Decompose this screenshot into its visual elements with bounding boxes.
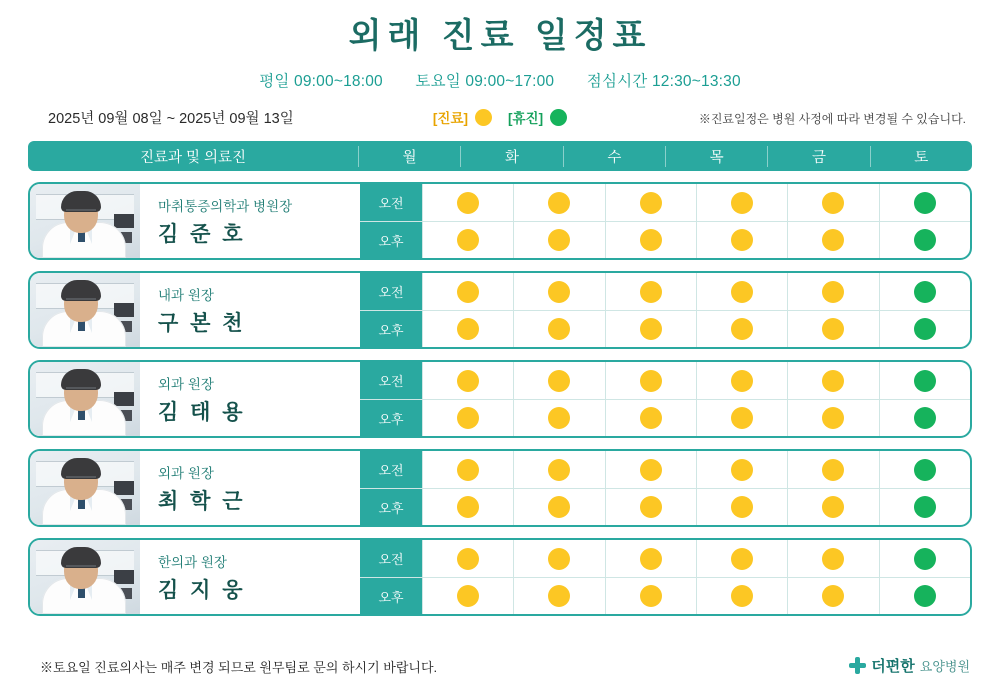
legend-closed-dot-icon bbox=[550, 109, 567, 126]
open-dot-icon bbox=[822, 585, 844, 607]
open-dot-icon bbox=[457, 459, 479, 481]
schedule-cell bbox=[787, 577, 878, 614]
legend-open-label: [진료] bbox=[432, 111, 468, 127]
doctor-photo bbox=[30, 540, 140, 614]
doctor-slot-rows bbox=[360, 362, 970, 436]
open-dot-icon bbox=[640, 407, 662, 429]
open-dot-icon bbox=[731, 229, 753, 251]
schedule-cell bbox=[696, 362, 787, 399]
schedule-cell bbox=[787, 362, 878, 399]
glasses-icon bbox=[66, 209, 96, 217]
glasses-icon bbox=[66, 476, 96, 484]
slot-row-am bbox=[360, 451, 970, 488]
saturday-hours: 토요일 09:00~17:00 bbox=[415, 73, 555, 91]
slot-label-pm: 오후 bbox=[360, 221, 422, 258]
doctor-name: 구 본 천 bbox=[158, 311, 246, 335]
header-day-4: 금 bbox=[767, 146, 869, 167]
doctor-photo bbox=[30, 451, 140, 525]
open-dot-icon bbox=[548, 192, 570, 214]
weekday-hours: 평일 09:00~18:00 bbox=[259, 73, 383, 91]
closed-dot-icon bbox=[914, 229, 936, 251]
logo-main-text: 더편한 bbox=[871, 658, 915, 675]
open-dot-icon bbox=[731, 585, 753, 607]
slot-label-pm: 오후 bbox=[360, 399, 422, 436]
doctor-card bbox=[28, 271, 972, 349]
open-dot-icon bbox=[731, 192, 753, 214]
schedule-cell bbox=[513, 362, 604, 399]
legend-open bbox=[433, 107, 492, 127]
open-dot-icon bbox=[548, 229, 570, 251]
doctor-photo bbox=[30, 184, 140, 258]
slot-label-am: 오전 bbox=[360, 540, 422, 577]
schedule-cell bbox=[422, 399, 513, 436]
open-dot-icon bbox=[548, 548, 570, 570]
photo-background-box bbox=[114, 570, 134, 584]
schedule-cell bbox=[879, 362, 970, 399]
schedule-cell bbox=[513, 273, 604, 310]
doctor-slot-rows bbox=[360, 184, 970, 258]
open-dot-icon bbox=[822, 370, 844, 392]
open-dot-icon bbox=[822, 548, 844, 570]
schedule-cell bbox=[879, 399, 970, 436]
footer-note: ※토요일 진료의사는 매주 변경 되므로 원무팀로 문의 하시기 바랍니다. bbox=[40, 660, 438, 675]
schedule-cell bbox=[513, 310, 604, 347]
hospital-logo bbox=[849, 655, 970, 676]
header-day-5: 토 bbox=[870, 146, 972, 167]
doctor-name: 최 학 근 bbox=[158, 489, 246, 513]
schedule-cell bbox=[787, 184, 878, 221]
header-day-2: 수 bbox=[563, 146, 665, 167]
schedule-cell bbox=[513, 540, 604, 577]
open-dot-icon bbox=[731, 370, 753, 392]
schedule-cell bbox=[605, 488, 696, 525]
open-dot-icon bbox=[640, 496, 662, 518]
open-dot-icon bbox=[548, 281, 570, 303]
schedule-cell bbox=[513, 451, 604, 488]
open-dot-icon bbox=[548, 585, 570, 607]
schedule-cell bbox=[879, 310, 970, 347]
doctor-card-list bbox=[28, 182, 972, 616]
slot-row-am bbox=[360, 184, 970, 221]
schedule-cell bbox=[696, 577, 787, 614]
slot-row-am bbox=[360, 540, 970, 577]
schedule-cell bbox=[696, 540, 787, 577]
schedule-cell bbox=[605, 273, 696, 310]
subheader-bar bbox=[0, 107, 1000, 133]
closed-dot-icon bbox=[914, 370, 936, 392]
open-dot-icon bbox=[822, 496, 844, 518]
schedule-cell bbox=[879, 221, 970, 258]
closed-dot-icon bbox=[914, 548, 936, 570]
doctor-department: 한의과 원장 bbox=[158, 554, 227, 570]
slot-row-pm bbox=[360, 221, 970, 258]
glasses-icon bbox=[66, 387, 96, 395]
photo-background-box bbox=[114, 303, 134, 317]
open-dot-icon bbox=[731, 318, 753, 340]
open-dot-icon bbox=[640, 459, 662, 481]
doctor-info bbox=[140, 451, 360, 525]
open-dot-icon bbox=[457, 407, 479, 429]
photo-background-box bbox=[114, 214, 134, 228]
schedule-cell bbox=[787, 221, 878, 258]
slot-label-am: 오전 bbox=[360, 184, 422, 221]
closed-dot-icon bbox=[914, 407, 936, 429]
doctor-slot-rows bbox=[360, 540, 970, 614]
table-header-row bbox=[28, 141, 972, 171]
doctor-slot-rows bbox=[360, 451, 970, 525]
schedule-cell bbox=[513, 221, 604, 258]
open-dot-icon bbox=[548, 318, 570, 340]
photo-background-box bbox=[114, 481, 134, 495]
open-dot-icon bbox=[822, 318, 844, 340]
schedule-cell bbox=[605, 221, 696, 258]
schedule-cell bbox=[879, 577, 970, 614]
schedule-cell bbox=[879, 540, 970, 577]
schedule-cell bbox=[787, 451, 878, 488]
schedule-cell bbox=[605, 451, 696, 488]
schedule-cell bbox=[696, 184, 787, 221]
slot-row-am bbox=[360, 362, 970, 399]
doctor-name: 김 태 용 bbox=[158, 400, 246, 424]
photo-background-box bbox=[114, 392, 134, 406]
operating-hours bbox=[0, 69, 1000, 91]
doctor-info bbox=[140, 273, 360, 347]
open-dot-icon bbox=[457, 548, 479, 570]
open-dot-icon bbox=[548, 370, 570, 392]
schedule-cell bbox=[422, 273, 513, 310]
open-dot-icon bbox=[548, 459, 570, 481]
logo-sub-text: 요양병원 bbox=[919, 659, 970, 674]
slot-label-am: 오전 bbox=[360, 451, 422, 488]
open-dot-icon bbox=[731, 281, 753, 303]
doctor-department: 마취통증의학과 병원장 bbox=[158, 198, 293, 214]
doctor-department: 내과 원장 bbox=[158, 287, 214, 303]
schedule-cell bbox=[696, 451, 787, 488]
schedule-cell bbox=[422, 577, 513, 614]
schedule-cell bbox=[513, 577, 604, 614]
open-dot-icon bbox=[457, 281, 479, 303]
closed-dot-icon bbox=[914, 192, 936, 214]
doctor-info bbox=[140, 540, 360, 614]
schedule-cell bbox=[696, 273, 787, 310]
slot-row-pm bbox=[360, 488, 970, 525]
medical-cross-icon bbox=[849, 657, 866, 674]
open-dot-icon bbox=[640, 192, 662, 214]
open-dot-icon bbox=[457, 496, 479, 518]
slot-label-am: 오전 bbox=[360, 362, 422, 399]
header-doctor-column: 진료과 및 의료진 bbox=[139, 149, 247, 166]
open-dot-icon bbox=[731, 407, 753, 429]
open-dot-icon bbox=[548, 407, 570, 429]
schedule-cell bbox=[513, 184, 604, 221]
schedule-cell bbox=[696, 221, 787, 258]
footer bbox=[40, 655, 970, 676]
open-dot-icon bbox=[640, 318, 662, 340]
schedule-cell bbox=[787, 310, 878, 347]
open-dot-icon bbox=[731, 548, 753, 570]
open-dot-icon bbox=[548, 496, 570, 518]
schedule-cell bbox=[879, 273, 970, 310]
open-dot-icon bbox=[457, 585, 479, 607]
schedule-cell bbox=[879, 488, 970, 525]
schedule-cell bbox=[422, 488, 513, 525]
schedule-cell bbox=[787, 399, 878, 436]
open-dot-icon bbox=[822, 192, 844, 214]
closed-dot-icon bbox=[914, 496, 936, 518]
closed-dot-icon bbox=[914, 585, 936, 607]
doctor-card bbox=[28, 182, 972, 260]
legend-closed bbox=[508, 107, 567, 127]
doctor-department: 외과 원장 bbox=[158, 376, 214, 392]
schedule-cell bbox=[513, 488, 604, 525]
open-dot-icon bbox=[457, 370, 479, 392]
schedule-cell bbox=[605, 310, 696, 347]
schedule-cell bbox=[605, 540, 696, 577]
doctor-photo bbox=[30, 362, 140, 436]
doctor-card bbox=[28, 360, 972, 438]
schedule-cell bbox=[422, 184, 513, 221]
schedule-cell bbox=[879, 184, 970, 221]
closed-dot-icon bbox=[914, 459, 936, 481]
schedule-cell bbox=[605, 362, 696, 399]
schedule-cell bbox=[787, 540, 878, 577]
open-dot-icon bbox=[457, 192, 479, 214]
slot-row-pm bbox=[360, 399, 970, 436]
schedule-cell bbox=[605, 399, 696, 436]
schedule-cell bbox=[696, 399, 787, 436]
doctor-slot-rows bbox=[360, 273, 970, 347]
doctor-info bbox=[140, 184, 360, 258]
schedule-cell bbox=[422, 362, 513, 399]
open-dot-icon bbox=[640, 281, 662, 303]
open-dot-icon bbox=[822, 281, 844, 303]
closed-dot-icon bbox=[914, 281, 936, 303]
doctor-card bbox=[28, 538, 972, 616]
open-dot-icon bbox=[457, 318, 479, 340]
schedule-cell bbox=[422, 540, 513, 577]
schedule-change-note: ※진료일정은 병원 사정에 따라 변경될 수 있습니다. bbox=[698, 112, 966, 127]
legend-open-dot-icon bbox=[475, 109, 492, 126]
schedule-cell bbox=[879, 451, 970, 488]
open-dot-icon bbox=[822, 229, 844, 251]
slot-label-pm: 오후 bbox=[360, 310, 422, 347]
open-dot-icon bbox=[731, 496, 753, 518]
schedule-cell bbox=[605, 577, 696, 614]
slot-label-am: 오전 bbox=[360, 273, 422, 310]
open-dot-icon bbox=[731, 459, 753, 481]
header-day-3: 목 bbox=[665, 146, 767, 167]
page-title: 외래 진료 일정표 bbox=[348, 17, 652, 55]
open-dot-icon bbox=[640, 370, 662, 392]
schedule-cell bbox=[696, 310, 787, 347]
doctor-name: 김 준 호 bbox=[158, 222, 246, 246]
doctor-name: 김 지 웅 bbox=[158, 578, 246, 602]
schedule-cell bbox=[787, 273, 878, 310]
slot-row-am bbox=[360, 273, 970, 310]
doctor-photo bbox=[30, 273, 140, 347]
schedule-cell bbox=[605, 184, 696, 221]
slot-row-pm bbox=[360, 577, 970, 614]
schedule-cell bbox=[696, 488, 787, 525]
open-dot-icon bbox=[822, 407, 844, 429]
glasses-icon bbox=[66, 298, 96, 306]
slot-label-pm: 오후 bbox=[360, 577, 422, 614]
open-dot-icon bbox=[457, 229, 479, 251]
doctor-info bbox=[140, 362, 360, 436]
lunch-hours: 점심시간 12:30~13:30 bbox=[586, 73, 741, 91]
slot-label-pm: 오후 bbox=[360, 488, 422, 525]
schedule-cell bbox=[422, 451, 513, 488]
doctor-card bbox=[28, 449, 972, 527]
doctor-department: 외과 원장 bbox=[158, 465, 214, 481]
schedule-grid bbox=[28, 141, 972, 616]
schedule-cell bbox=[513, 399, 604, 436]
schedule-cell bbox=[422, 221, 513, 258]
open-dot-icon bbox=[822, 459, 844, 481]
glasses-icon bbox=[66, 565, 96, 573]
schedule-cell bbox=[787, 488, 878, 525]
legend-closed-label: [휴진] bbox=[508, 111, 544, 127]
open-dot-icon bbox=[640, 548, 662, 570]
date-range: 2025년 09월 08일 ~ 2025년 09월 13일 bbox=[48, 111, 294, 128]
open-dot-icon bbox=[640, 585, 662, 607]
open-dot-icon bbox=[640, 229, 662, 251]
header-day-1: 화 bbox=[460, 146, 562, 167]
slot-row-pm bbox=[360, 310, 970, 347]
schedule-cell bbox=[422, 310, 513, 347]
closed-dot-icon bbox=[914, 318, 936, 340]
header-day-0: 월 bbox=[358, 146, 460, 167]
